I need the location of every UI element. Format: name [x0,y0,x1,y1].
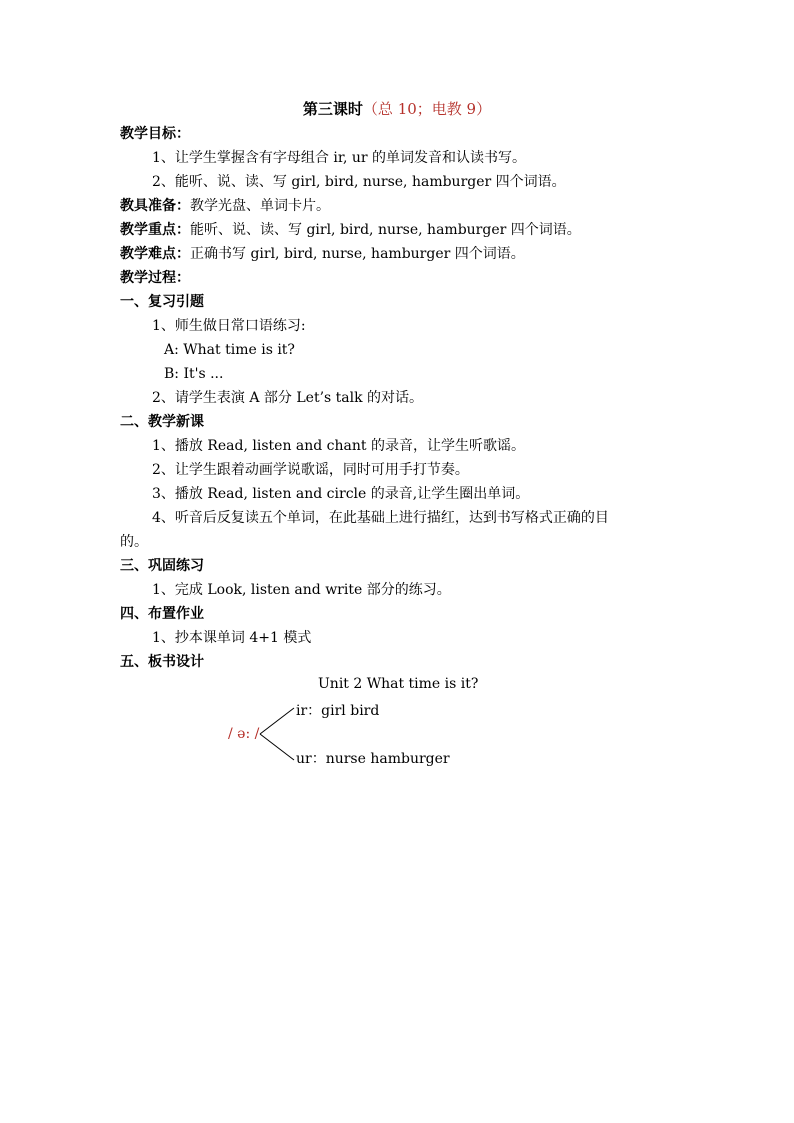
phonetic-symbol: / ə: / [228,726,260,742]
section-2-heading: 二、教学新课 [120,414,204,430]
board-ur-line: ur：nurse hamburger [296,751,450,767]
section-3-item-1: 1、完成 Look, listen and write 部分的练习。 [152,582,451,598]
lesson-title [0,98,794,119]
process-heading: 教学过程： [120,270,190,286]
section-1-heading: 一、复习引题 [120,294,204,310]
difficulty-line [120,244,525,264]
prep-text: 教学光盘、单词卡片。 [190,198,330,214]
prep-line [120,196,330,216]
objectives-heading: 教学目标： [120,126,190,142]
branch-line-upper [260,708,294,734]
section-4-item-1: 1、抄本课单词 4+1 模式 [152,630,312,646]
branch-lines [258,704,298,766]
difficulty-text: 正确书写 girl, bird, nurse, hamburger 四个词语。 [190,246,525,262]
section-2-item-1: 1、播放 Read, listen and chant 的录音，让学生听歌谣。 [152,438,525,454]
key-label: 教学重点： [120,222,190,238]
lesson-title-main: 第三课时 [302,100,363,118]
section-2-item-4: 4、听音后反复读五个单词，在此基础上进行描红，达到书写格式正确的目 [152,510,609,526]
section-1-item-1: 1、师生做日常口语练习: [152,318,306,334]
section-4-heading: 四、布置作业 [120,606,204,622]
section-1-item-2: A: What time is it? [164,342,295,358]
section-2-item-4-cont: 的。 [120,534,148,550]
section-1-item-3: B: It's ... [164,366,224,382]
objective-item-2: 2、能听、说、读、写 girl, bird, nurse, hamburger 四个词语。 [152,174,566,190]
section-1-item-4: 2、请学生表演 A 部分 Let’s talk 的对话。 [152,390,424,406]
key-line [120,220,581,240]
section-2-item-3: 3、播放 Read, listen and circle 的录音,让学生圈出单词。 [152,486,530,502]
lesson-title-sub: （总 10；电教 9） [362,100,492,118]
section-3-heading: 三、巩固练习 [120,558,204,574]
key-text: 能听、说、读、写 girl, bird, nurse, hamburger 四个词语。 [190,222,581,238]
section-2-item-2: 2、让学生跟着动画学说歌谣，同时可用手打节奏。 [152,462,469,478]
objective-item-1: 1、让学生掌握含有字母组合 ir, ur 的单词发音和认读书写。 [152,150,527,166]
section-5-heading: 五、板书设计 [120,654,204,670]
branch-line-lower [260,734,294,760]
prep-label: 教具准备： [120,198,190,214]
board-ir-line: ir：girl bird [296,703,380,719]
difficulty-label: 教学难点： [120,246,190,262]
board-title: Unit 2 What time is it? [318,676,479,692]
